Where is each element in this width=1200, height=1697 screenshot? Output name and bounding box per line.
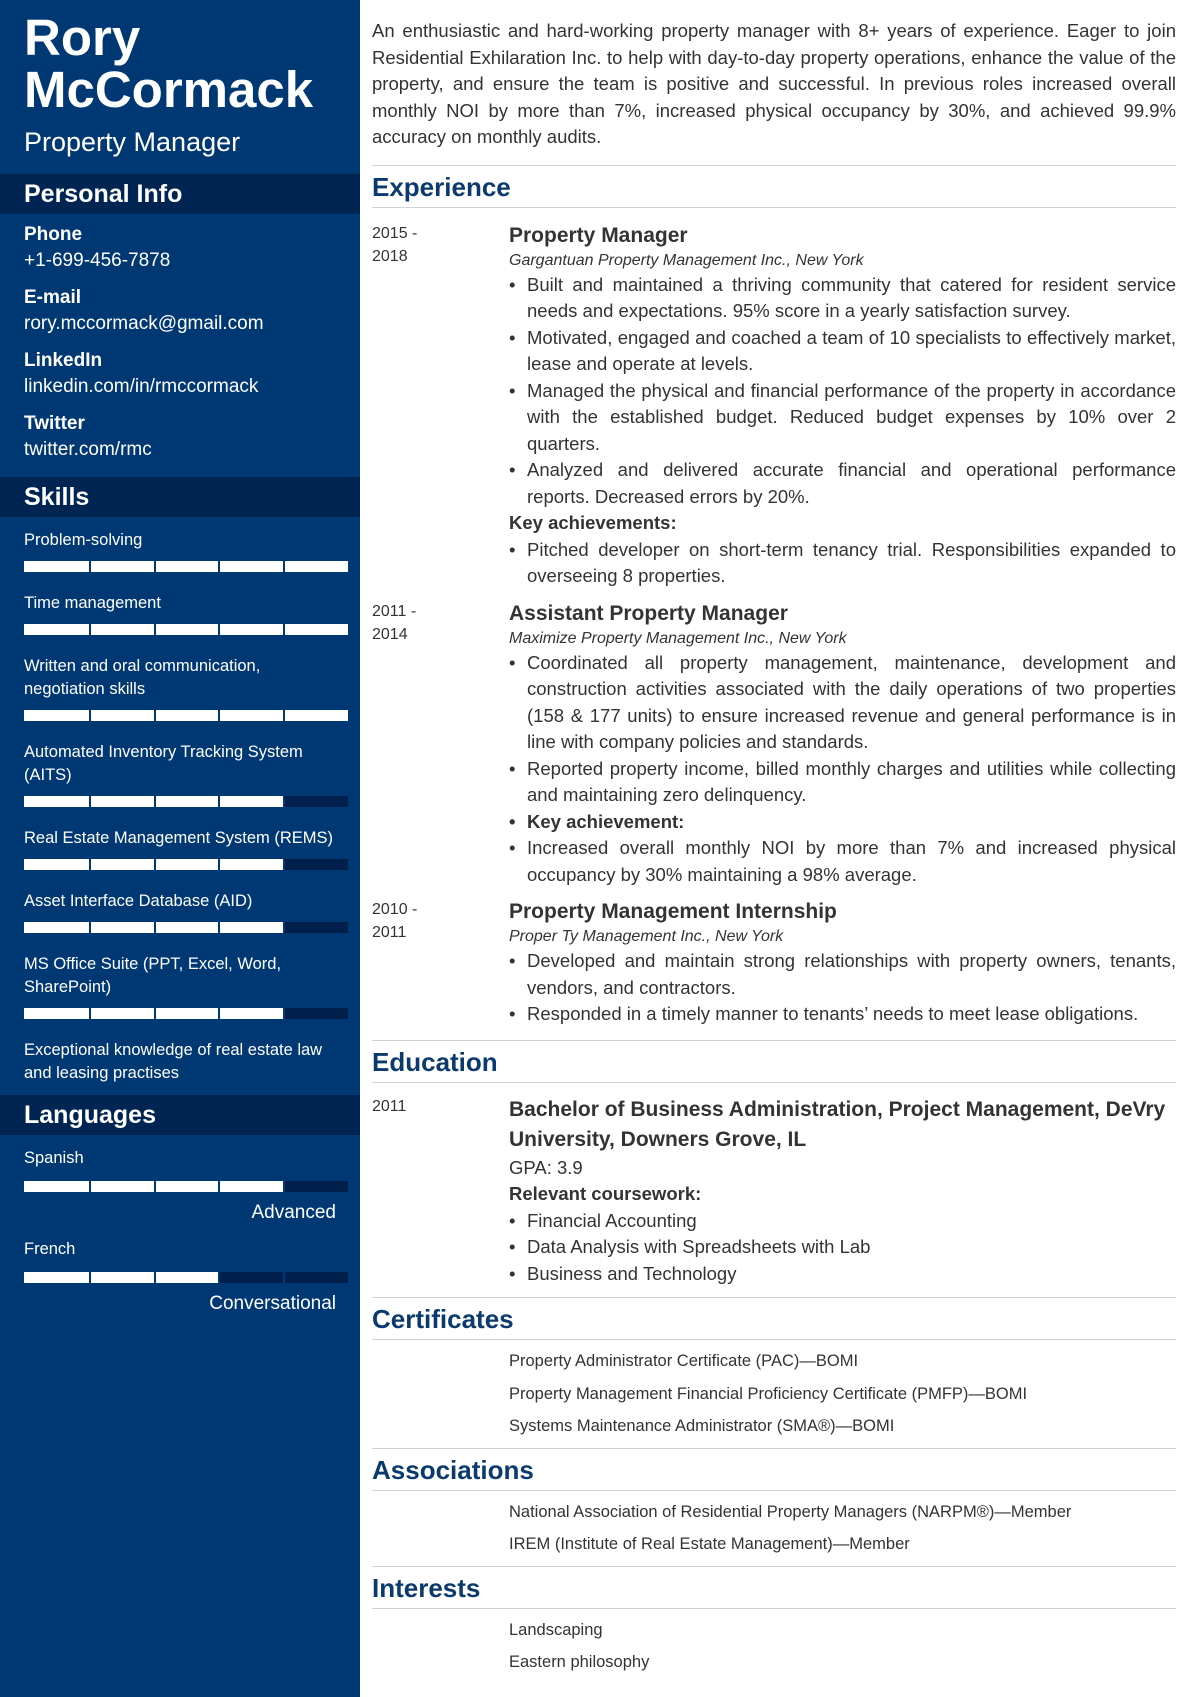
level-divider [89, 922, 91, 933]
level-divider [283, 624, 285, 635]
candidate-name [0, 0, 360, 116]
job-company: Gargantuan Property Management Inc., New York [509, 251, 864, 269]
interests-list [372, 1609, 1176, 1674]
level-divider [89, 710, 91, 721]
level-divider [154, 922, 156, 933]
job-title: Property Manager [509, 223, 688, 247]
job-title: Property Management Internship [509, 900, 837, 923]
certificates-list [372, 1340, 1176, 1437]
education-date: 2011 [372, 1097, 407, 1115]
job-company: Proper Ty Management Inc., New York [509, 928, 784, 945]
interest-item: Landscaping [509, 1620, 603, 1639]
level-divider [154, 710, 156, 721]
association-item: IREM (Institute of Real Estate Management)—Member [509, 1535, 910, 1553]
level-divider [89, 796, 91, 807]
level-fill [24, 624, 348, 635]
level-divider [154, 796, 156, 807]
skill-item [24, 953, 336, 1019]
email-label: E-mail [24, 287, 82, 308]
job-bullet: • Coordinated all property management, maintenance, development and construction activities associated with the daily operations of two properties (158 & 177 units) to ensure increased revenue and general performance is in line with company policies and standards. [509, 650, 1176, 756]
level-divider [218, 710, 220, 721]
achievements-heading: Key achievements: [509, 512, 677, 533]
skill-item [24, 529, 336, 572]
skill-level-bar [24, 710, 348, 721]
job-bullets [509, 948, 1176, 1028]
twitter-value: twitter.com/rmc [24, 439, 152, 460]
skill-label: Problem-solving [24, 531, 143, 549]
coursework-list [509, 1208, 1176, 1288]
skill-label: Automated Inventory Tracking System (AITS) [24, 743, 303, 784]
coursework-item: • Data Analysis with Spreadsheets with Lab [509, 1234, 1176, 1261]
interests-heading: Interests [372, 1566, 1176, 1609]
job-date-start: 2010 - [372, 901, 418, 918]
skill-level-bar [24, 1008, 348, 1019]
language-level-label: Conversational [209, 1293, 336, 1314]
achievement-bullets [509, 537, 1176, 590]
interest-item: Eastern philosophy [509, 1653, 650, 1671]
level-fill [24, 710, 348, 721]
job-bullets [509, 272, 1176, 511]
language-name: French [24, 1240, 76, 1258]
email-item [24, 285, 336, 337]
certificate-item: Systems Maintenance Administrator (SMA®)—BOMI [509, 1417, 895, 1435]
level-divider [154, 1272, 156, 1283]
level-divider [89, 1272, 91, 1283]
language-level-label: Advanced [251, 1202, 336, 1223]
skill-item [24, 890, 336, 933]
level-divider [283, 859, 285, 870]
twitter-label: Twitter [24, 413, 85, 434]
level-divider [154, 561, 156, 572]
level-fill [24, 561, 348, 572]
job-bullet: • Analyzed and delivered accurate financial and operational performance reports. Decreased errors by 20%. [509, 457, 1176, 510]
job-date-start: 2011 - [372, 602, 417, 620]
skill-label: MS Office Suite (PPT, Excel, Word, SharePoint) [24, 955, 282, 996]
degree-title: Bachelor of Business Administration, Project Management, DeVry University, Downers Grove, IL [509, 1097, 1166, 1151]
skill-level-bar [24, 922, 348, 933]
job-dates [372, 898, 509, 1028]
associations-heading: Associations [372, 1448, 1176, 1491]
level-divider [283, 796, 285, 807]
achievements-heading: • Key achievement: [509, 809, 1176, 836]
job-title: Property Manager [24, 127, 241, 157]
job-date-end: 2018 [372, 247, 408, 265]
linkedin-item [24, 348, 336, 400]
skills-list [0, 517, 360, 1085]
skill-label: Time management [24, 594, 161, 612]
skill-item [24, 827, 336, 870]
achievement-bullet: • Increased overall monthly NOI by more than 7% and increased physical occupancy by 30% maintaining a 98% average. [509, 835, 1176, 888]
skill-level-bar [24, 859, 348, 870]
skill-label: Written and oral communication, negotiation skills [24, 657, 261, 698]
email-value: rory.mccormack@gmail.com [24, 313, 264, 334]
job-entry [372, 600, 1176, 889]
name-last: McCormack [24, 61, 314, 118]
personal-info [0, 214, 360, 463]
job-bullets [509, 650, 1176, 889]
skill-level-bar [24, 796, 348, 807]
job-date-end: 2011 [372, 924, 407, 941]
skill-level-bar [24, 624, 348, 635]
level-divider [283, 561, 285, 572]
job-bullet: • Developed and maintain strong relationships with property owners, tenants, vendors, and contractors. [509, 948, 1176, 1001]
linkedin-label: LinkedIn [24, 350, 103, 371]
level-divider [218, 922, 220, 933]
job-company: Maximize Property Management Inc., New York [509, 629, 847, 647]
level-divider [218, 859, 220, 870]
job-title: Assistant Property Manager [509, 601, 788, 625]
coursework-heading: Relevant coursework: [509, 1183, 702, 1204]
twitter-item [24, 411, 336, 463]
job-body [509, 600, 1176, 889]
achievement-bullet: • Pitched developer on short-term tenancy trial. Responsibilities expanded to overseeing 8 properties. [509, 537, 1176, 590]
job-bullet: • Reported property income, billed monthly charges and utilities while collecting and maintaining zero delinquency. [509, 756, 1176, 809]
level-divider [218, 1008, 220, 1019]
language-level-bar [24, 1272, 348, 1283]
level-divider [283, 1008, 285, 1019]
level-divider [154, 1181, 156, 1192]
languages-heading: Languages [0, 1095, 360, 1135]
level-divider [89, 624, 91, 635]
job-body [509, 222, 1176, 590]
education-entry [372, 1095, 1176, 1288]
certificate-item: Property Management Financial Proficiency Certificate (PMFP)—BOMI [509, 1384, 1028, 1403]
language-item [24, 1238, 336, 1317]
phone-value: +1-699-456-7878 [24, 250, 171, 271]
level-divider [218, 796, 220, 807]
level-divider [89, 1008, 91, 1019]
name-first: Rory [24, 9, 141, 66]
skill-item [24, 741, 336, 807]
job-bullet: • Responded in a timely manner to tenants’ needs to meet lease obligations. [509, 1001, 1176, 1028]
level-divider [154, 624, 156, 635]
skill-label: Exceptional knowledge of real estate law and leasing practises [24, 1041, 323, 1082]
skill-item [24, 655, 336, 721]
language-item [24, 1147, 336, 1226]
level-divider [154, 1008, 156, 1019]
job-bullet: • Managed the physical and financial performance of the property in accordance with the established budget. Reduced budget expenses by 10% over 2 quarters. [509, 378, 1176, 458]
job-date-end: 2014 [372, 625, 408, 643]
level-divider [89, 859, 91, 870]
level-divider [218, 1181, 220, 1192]
coursework-item: • Business and Technology [509, 1261, 1176, 1288]
linkedin-value: linkedin.com/in/rmccormack [24, 376, 259, 397]
skill-item [24, 1039, 336, 1085]
sidebar [0, 0, 360, 1697]
skill-label: Asset Interface Database (AID) [24, 892, 253, 910]
associations-list [372, 1491, 1176, 1556]
languages-list [0, 1135, 360, 1317]
job-entry [372, 898, 1176, 1028]
certificates-heading: Certificates [372, 1297, 1176, 1340]
level-divider [283, 710, 285, 721]
level-divider [218, 1272, 220, 1283]
association-item: National Association of Residential Property Managers (NARPM®)—Member [509, 1502, 1072, 1521]
personal-info-heading: Personal Info [0, 174, 360, 214]
education-body [509, 1095, 1176, 1288]
phone-item [24, 222, 336, 274]
education-heading: Education [372, 1040, 1176, 1083]
job-date-start: 2015 - [372, 224, 418, 242]
level-divider [154, 859, 156, 870]
phone-label: Phone [24, 224, 83, 245]
skill-label: Real Estate Management System (REMS) [24, 829, 334, 847]
level-fill [24, 1272, 218, 1283]
level-divider [218, 624, 220, 635]
certificate-item: Property Administrator Certificate (PAC)—BOMI [509, 1352, 859, 1370]
language-level-bar [24, 1181, 348, 1192]
experience-heading: Experience [372, 165, 1176, 208]
job-bullet: • Motivated, engaged and coached a team of 10 specialists to effectively market, lease and operate at levels. [509, 325, 1176, 378]
gpa: GPA: 3.9 [509, 1156, 583, 1178]
job-body [509, 898, 1176, 1028]
job-dates [372, 600, 509, 889]
skill-level-bar [24, 561, 348, 572]
level-divider [218, 561, 220, 572]
level-divider [89, 1181, 91, 1192]
level-divider [89, 561, 91, 572]
level-divider [283, 922, 285, 933]
job-bullet: • Built and maintained a thriving community that catered for resident service needs and expectations. 95% score in a yearly satisfaction survey. [509, 272, 1176, 325]
job-dates [372, 222, 509, 590]
job-entry [372, 222, 1176, 590]
level-divider [283, 1181, 285, 1192]
language-name: Spanish [24, 1149, 84, 1167]
coursework-item: • Financial Accounting [509, 1208, 1176, 1235]
skills-heading: Skills [0, 477, 360, 517]
main-content [372, 0, 1176, 1684]
skill-item [24, 592, 336, 635]
summary: An enthusiastic and hard-working property manager with 8+ years of experience. Eager to join Residential Exhilaration Inc. to help with day-to-day property operations, enhance the value of the property, and ensure the team is positive and successful. In previous roles increased overall monthly NOI by more than 7%, increased physical occupancy by 30%, and achieved 99.9% accuracy on monthly audits. [372, 20, 1176, 147]
level-divider [283, 1272, 285, 1283]
